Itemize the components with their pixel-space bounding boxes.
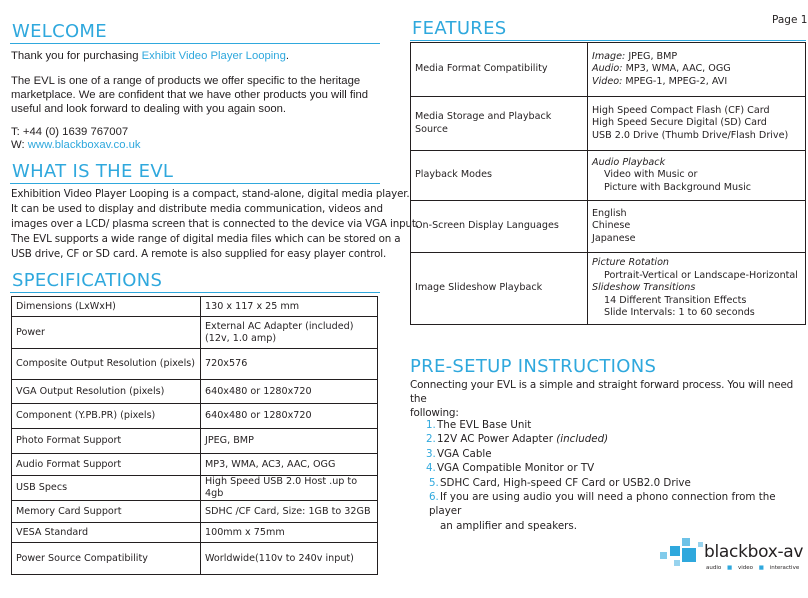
feature-line: Slide Intervals: 1 to 60 seconds (604, 307, 755, 319)
table-row (12, 476, 378, 501)
item-number: 5. (429, 476, 439, 489)
feature-value (588, 97, 806, 151)
feature-line: Audio Playback (592, 156, 666, 168)
feature-line (592, 63, 801, 76)
what-line: It can be used to display and distribute media communication, videos and (11, 203, 383, 215)
spec-value-line: (12v, 1.0 amp) (205, 332, 277, 344)
feature-line (592, 76, 801, 89)
item-text: VGA Compatible Monitor or TV (437, 462, 595, 475)
blackbox-logo (658, 536, 806, 594)
intro-line: Connecting your EVL is a simple and straight forward process. You will need the (410, 379, 794, 405)
feature-label: On-Screen Display Languages (411, 201, 588, 253)
feature-text: JPEG, BMP (625, 50, 678, 62)
table-row (12, 297, 378, 317)
what-rule (10, 183, 380, 184)
item-number: 3. (426, 447, 436, 460)
table-row (12, 543, 378, 575)
tag-interactive: interactive (769, 565, 800, 571)
feature-line: Video with Music or (604, 169, 698, 181)
feature-key: Video: (592, 75, 623, 87)
feature-label: Image Slideshow Playback (411, 253, 588, 325)
table-row (411, 43, 806, 97)
table-row (12, 404, 378, 429)
what-paragraph (11, 187, 419, 262)
spec-label: Power (12, 317, 201, 349)
feature-line: USB 2.0 Drive (Thumb Drive/Flash Drive) (592, 129, 789, 141)
list-item (426, 447, 808, 461)
spec-label: Audio Format Support (12, 454, 201, 476)
welcome-line: The EVL is one of a range of products we offer specific to the heritage (11, 75, 361, 87)
welcome-paragraph (11, 74, 368, 116)
intro-line: following: (410, 407, 459, 419)
features-heading: FEATURES (412, 18, 507, 39)
item-number: 2. (426, 433, 436, 446)
table-row (12, 501, 378, 523)
website-link[interactable]: www.blackboxav.co.uk (27, 139, 141, 151)
logo-brand-text: blackbox-av (704, 542, 804, 562)
what-line: USB drive, CF or SD card. A remote is also supplied for easy player control. (11, 248, 387, 260)
item-text: If you are using audio you will need a phono connection from the player (429, 491, 776, 518)
feature-line: Portrait-Vertical or Landscape-Horizontal (604, 269, 798, 281)
feature-line: High Speed Secure Digital (SD) Card (592, 117, 767, 129)
item-text: VGA Cable (437, 447, 492, 460)
what-line: Exhibition Video Player Looping is a compact, stand-alone, digital media player. (11, 188, 410, 200)
item-text: 12V AC Power Adapter (437, 433, 557, 446)
spec-value: Worldwide(110v to 240v input) (201, 543, 378, 575)
welcome-line: useful and look forward to dealing with you again soon. (11, 103, 287, 115)
web-prefix: W: (11, 139, 28, 151)
item-text: an amplifier and speakers. (440, 519, 578, 532)
feature-line (592, 51, 801, 64)
what-line: The EVL supports a wide range of digital media files which can be stored on a (11, 233, 401, 245)
presetup-intro (410, 378, 808, 420)
thanks-prefix: Thank you for purchasing (11, 50, 142, 62)
spec-value: 640x480 or 1280x720 (201, 404, 378, 429)
spec-value: 720x576 (201, 349, 378, 380)
features-table (410, 42, 806, 325)
list-item (426, 432, 808, 446)
list-item (426, 490, 808, 519)
feature-text: MP3, WMA, AAC, OGG (622, 63, 731, 75)
feature-line: Chinese (592, 220, 631, 232)
specs-heading: SPECIFICATIONS (12, 270, 163, 291)
table-row (12, 429, 378, 454)
feature-value (588, 201, 806, 253)
list-item (426, 461, 808, 475)
presetup-list (426, 418, 808, 533)
table-row (411, 151, 806, 201)
feature-label: Media Storage and Playback Source (411, 97, 588, 151)
tag-video: video (737, 565, 753, 571)
feature-text: MPEG-1, MPEG-2, AVI (622, 75, 728, 87)
spec-label: Memory Card Support (12, 501, 201, 523)
list-item (426, 476, 808, 490)
spec-label: Photo Format Support (12, 429, 201, 454)
presetup-heading: PRE-SETUP INSTRUCTIONS (410, 356, 657, 377)
spec-label: Component (Y.PB.PR) (pixels) (12, 404, 201, 429)
specs-table (11, 296, 378, 575)
website-line (11, 138, 141, 152)
item-text: SDHC Card, High-speed CF Card or USB2.0 Drive (440, 476, 691, 489)
spec-value: MP3, WMA, AC3, AAC, OGG (201, 454, 378, 476)
list-item (426, 418, 808, 432)
spec-value: 640x480 or 1280x720 (201, 380, 378, 404)
spec-value: 130 x 117 x 25 mm (201, 297, 378, 317)
feature-line: 14 Different Transition Effects (604, 294, 747, 306)
spec-value: High Speed USB 2.0 Host .up to 4gb (201, 476, 378, 501)
spec-label: USB Specs (12, 476, 201, 501)
feature-line: Slideshow Transitions (592, 282, 696, 294)
feature-line: High Speed Compact Flash (CF) Card (592, 104, 770, 116)
product-link[interactable]: Exhibit Video Player Looping (141, 50, 286, 62)
spec-label: Composite Output Resolution (pixels) (12, 349, 201, 380)
what-heading: WHAT IS THE EVL (12, 161, 174, 182)
table-row (411, 97, 806, 151)
feature-key: Audio: (592, 63, 623, 75)
spec-value: SDHC /CF Card, Size: 1GB to 32GB (201, 501, 378, 523)
feature-key: Image: (592, 50, 626, 62)
welcome-thanks (11, 49, 289, 63)
tag-separator: ■ (727, 565, 733, 571)
item-number: 1. (426, 419, 436, 431)
feature-value (588, 151, 806, 201)
item-number: 6. (429, 491, 439, 504)
feature-value (588, 253, 806, 325)
spec-value (201, 317, 378, 349)
feature-line: Picture with Background Music (604, 181, 752, 193)
list-item-continuation (426, 519, 808, 533)
spec-value-line: External AC Adapter (included) (205, 320, 354, 332)
logo-tagline (706, 565, 799, 571)
spec-label: Dimensions (LxWxH) (12, 297, 201, 317)
welcome-rule (10, 43, 380, 44)
spec-label: VGA Output Resolution (pixels) (12, 380, 201, 404)
table-row (411, 201, 806, 253)
what-line: images over a LCD/ plasma screen that is connected to the device via VGA input. (11, 218, 419, 230)
thanks-suffix: . (285, 50, 290, 62)
table-row (12, 523, 378, 543)
item-number: 4. (426, 462, 436, 475)
welcome-heading: WELCOME (12, 21, 107, 42)
item-text: The EVL Base Unit (437, 419, 532, 431)
table-row (12, 380, 378, 404)
feature-label: Playback Modes (411, 151, 588, 201)
table-row (12, 454, 378, 476)
tag-separator: ■ (758, 565, 764, 571)
feature-value (588, 43, 806, 97)
feature-line: Picture Rotation (592, 257, 670, 269)
specs-rule (10, 292, 380, 293)
telephone: T: +44 (0) 1639 767007 (11, 126, 129, 138)
table-row (411, 253, 806, 325)
spec-value: JPEG, BMP (201, 429, 378, 454)
welcome-line: marketplace. We are confident that we have other products you will find (11, 89, 369, 101)
feature-line: Japanese (592, 232, 636, 244)
tag-audio: audio (706, 565, 722, 571)
table-row (12, 349, 378, 380)
spec-label: VESA Standard (12, 523, 201, 543)
item-emphasis: (included) (556, 433, 609, 446)
feature-line: English (592, 207, 627, 219)
features-rule (410, 40, 806, 41)
table-row (12, 317, 378, 349)
spec-label: Power Source Compatibility (12, 543, 201, 575)
page-number: Page 1 (772, 14, 808, 26)
spec-value: 100mm x 75mm (201, 523, 378, 543)
feature-label: Media Format Compatibility (411, 43, 588, 97)
